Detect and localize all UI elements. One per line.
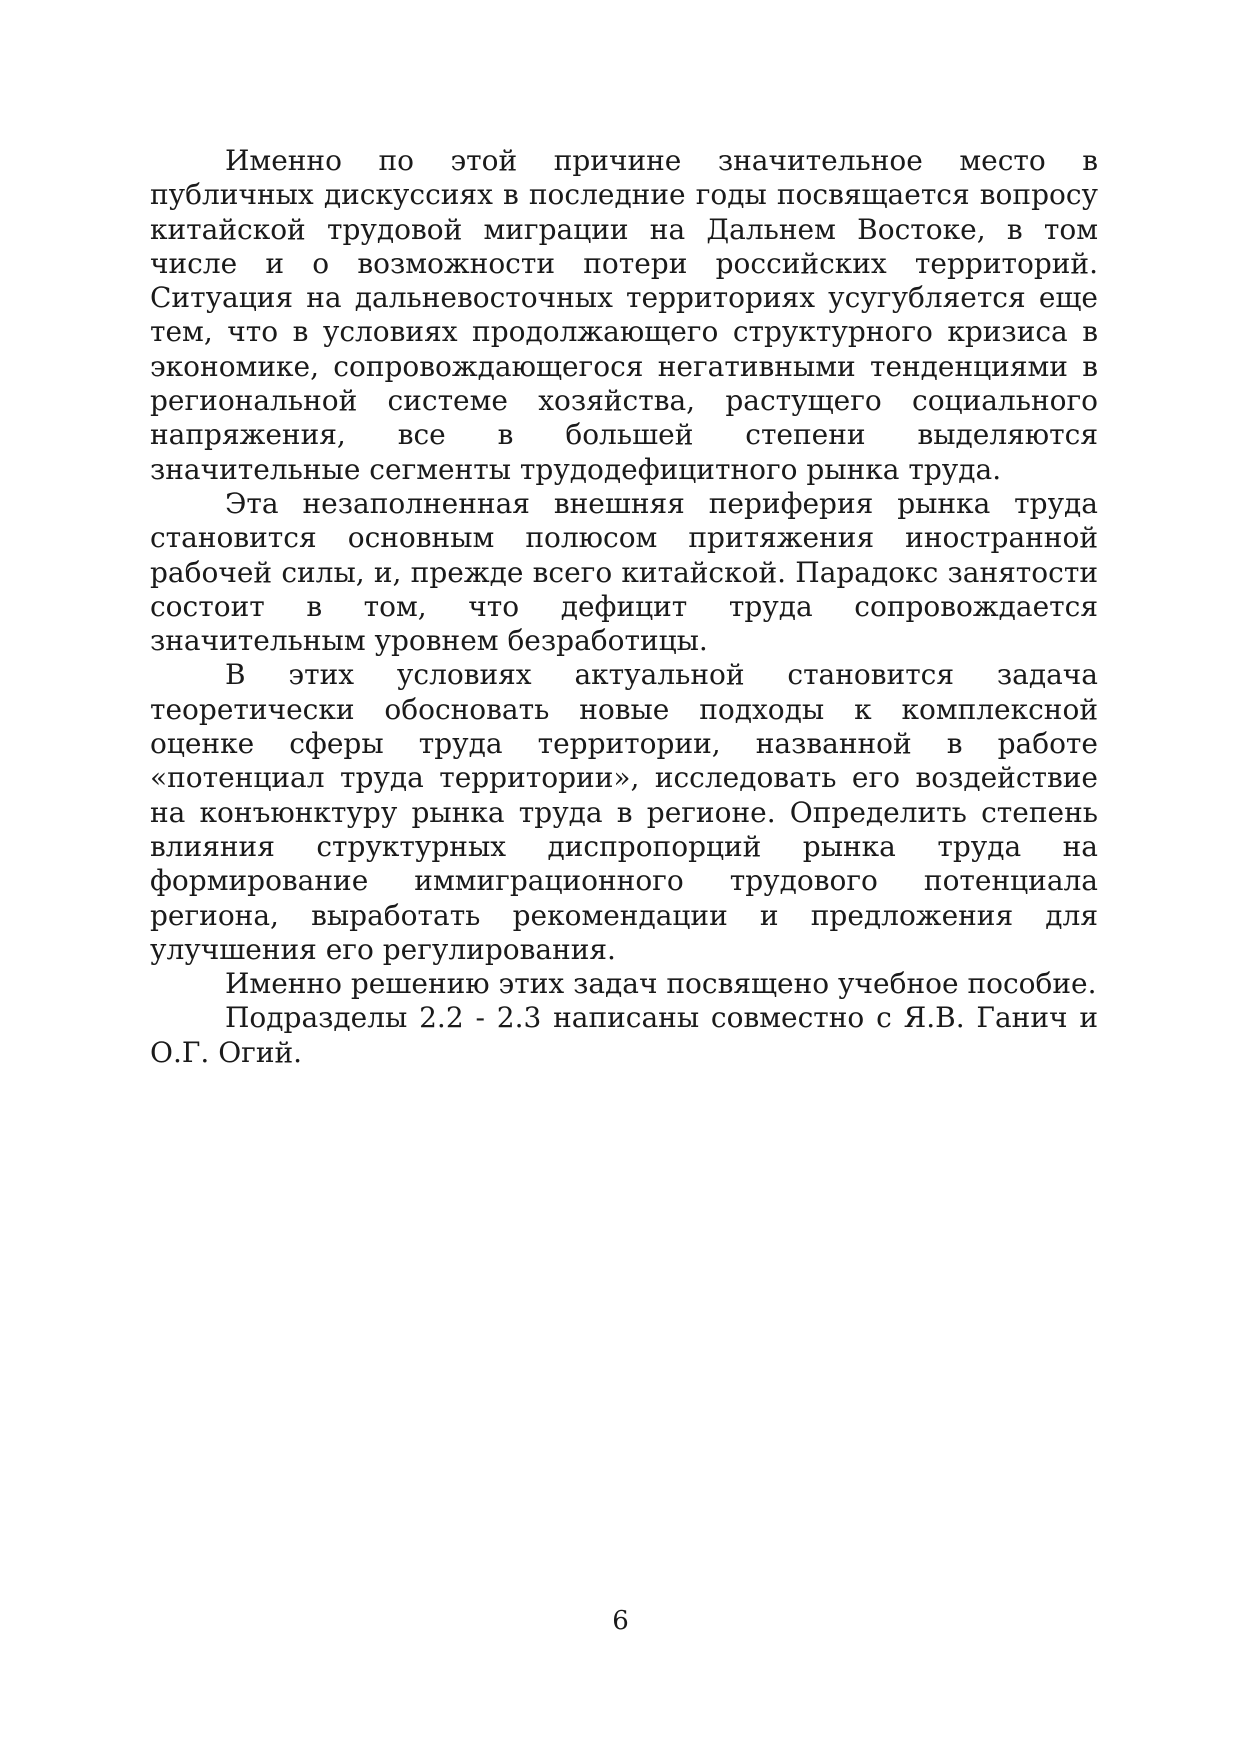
- page-number: 6: [612, 1606, 629, 1636]
- paragraph-1: Именно по этой причине значительное место в публичных дискуссиях в последние годы посвящается вопросу китайской трудовой миграции на Дальнем Востоке, в том числе и о возможности потери российских территорий. Ситуация на дальневосточных территориях усугубляется еще тем, что в условиях продолжающего структурного кризиса в экономике, сопровождающегося негативными тенденциями в региональной системе хозяйства, растущего социального напряжения, все в большей степени выделяются значительные сегменты трудодефицитного рынка труда.: [150, 144, 1098, 486]
- page-body: [150, 144, 1098, 1070]
- paragraph-3: В этих условиях актуальной становится задача теоретически обосновать новые подходы к комплексной оценке сферы труда территории, названной в работе «потенциал труда территории», исследовать его воздействие на конъюнктуру рынка труда в регионе. Определить степень влияния структурных диспропорций рынка труда на формирование иммиграционного трудового потенциала региона, выработать рекомендации и предложения для улучшения его регулирования.: [150, 658, 1098, 966]
- paragraph-4: Именно решению этих задач посвящено учебное пособие.: [225, 967, 1097, 1001]
- paragraph-5: Подразделы 2.2 - 2.3 написаны совместно с Я.В. Ганич и О.Г. Огий.: [150, 1001, 1098, 1069]
- paragraph-2: Эта незаполненная внешняя периферия рынка труда становится основным полюсом притяжения иностранной рабочей силы, и, прежде всего китайской. Парадокс занятости состоит в том, что дефицит труда сопровождается значительным уровнем безработицы.: [150, 486, 1098, 658]
